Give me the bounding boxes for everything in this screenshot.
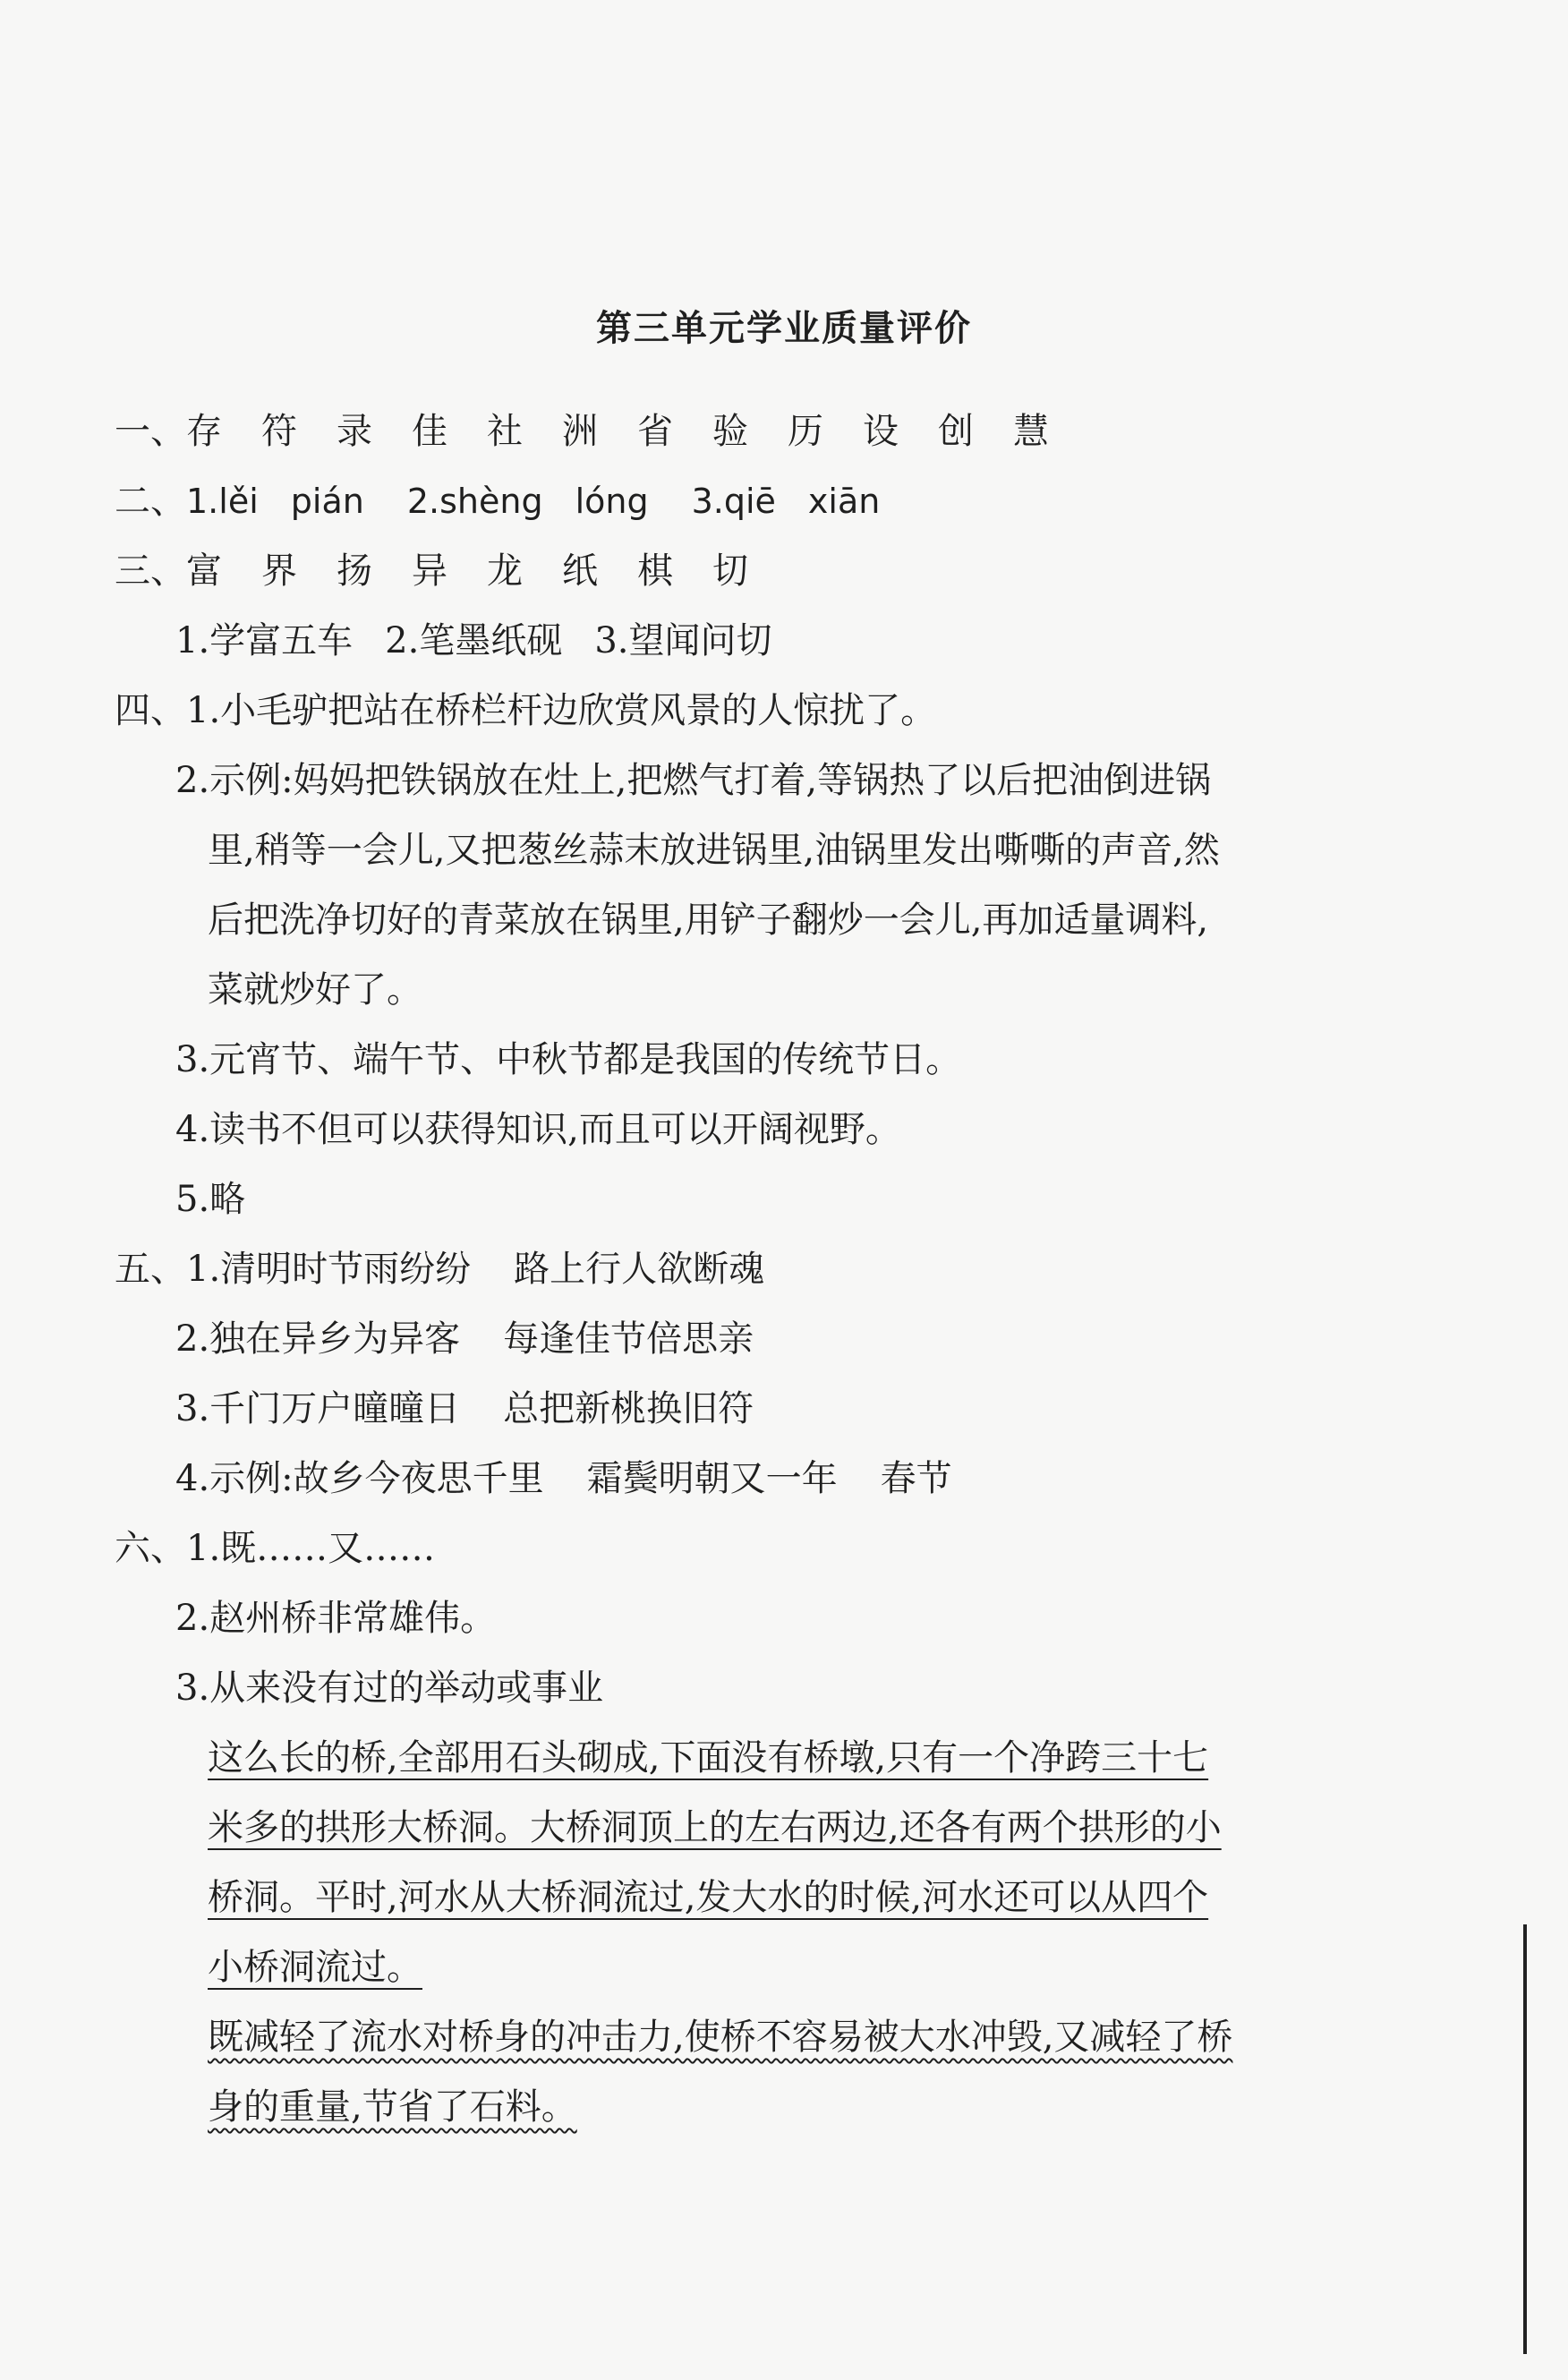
section-6-q1	[115, 1522, 435, 1575]
wavy-underlined-text: 身的重量,节省了石料。	[208, 2086, 577, 2128]
section-6-q3: 3.从来没有过的举动或事业	[175, 1668, 604, 1709]
poem-line: 2.独在异乡为异客	[175, 1318, 461, 1360]
section-3-idioms	[175, 614, 772, 668]
pinyin: pián	[290, 482, 364, 521]
underlined-text: 小桥洞流过。	[208, 1947, 422, 1988]
item-number: 2.	[385, 620, 420, 661]
wavy-passage-line	[208, 2010, 1232, 2064]
word: 验	[712, 411, 748, 452]
pinyin: xiān	[807, 482, 881, 521]
word: 符	[261, 411, 297, 452]
underlined-text: 米多的拱形大桥洞。大桥洞顶上的左右两边,还各有两个拱形的小	[208, 1807, 1222, 1848]
word: 省	[637, 411, 673, 452]
poem-line: 1.清明时节雨纷纷	[186, 1249, 472, 1290]
poem-line: 总把新桃换旧符	[503, 1388, 754, 1429]
word: 龙	[487, 550, 523, 592]
section-2-label: 二、	[115, 481, 186, 522]
wavy-underlined-text: 既减轻了流水对桥身的冲击力,使桥不容易被大水冲毁,又减轻了桥	[208, 2017, 1233, 2058]
word: 异	[412, 550, 447, 592]
section-3-label: 三、	[115, 550, 186, 592]
idiom: 学富五车	[209, 620, 354, 661]
word: 社	[487, 411, 523, 452]
word: 存	[186, 411, 222, 452]
section-5-q3	[175, 1382, 754, 1436]
answer-text: 1.既……又……	[186, 1528, 436, 1569]
word: 创	[938, 411, 974, 452]
festival: 春节	[880, 1458, 952, 1499]
pinyin: qiē	[723, 482, 776, 521]
section-3	[115, 544, 788, 598]
poem-line: 路上行人欲断魂	[514, 1249, 765, 1290]
poem-line: 4.示例:故乡今夜思千里	[175, 1458, 544, 1499]
section-4-q2-line: 里,稍等一会儿,又把葱丝蒜末放进锅里,油锅里发出嘶嘶的声音,然	[208, 830, 1220, 871]
section-5-q4	[175, 1452, 952, 1506]
answer-text: 1.小毛驴把站在桥栏杆边欣赏风景的人惊扰了。	[186, 690, 937, 731]
idiom: 笔墨纸砚	[419, 620, 563, 661]
section-4-label: 四、	[115, 690, 186, 731]
section-1	[115, 405, 1088, 458]
idiom: 望闻问切	[628, 620, 772, 661]
section-4-q2-line: 后把洗净切好的青菜放在锅里,用铲子翻炒一会儿,再加适量调料,	[208, 900, 1209, 941]
word: 纸	[562, 550, 598, 592]
binding-edge	[1523, 1924, 1527, 2354]
wavy-passage-line	[208, 2080, 577, 2134]
pinyin: lěi	[218, 482, 259, 521]
section-6-label: 六、	[115, 1528, 186, 1569]
page-title: 第三单元学业质量评价	[596, 308, 972, 349]
section-1-label: 一、	[115, 411, 186, 452]
poem-line: 每逢佳节倍思亲	[503, 1318, 754, 1360]
section-4-q5: 5.略	[175, 1179, 246, 1220]
poem-line: 霜鬓明朝又一年	[586, 1458, 838, 1499]
underlined-passage-line	[208, 1941, 422, 1994]
word: 录	[337, 411, 372, 452]
underlined-passage-line	[208, 1801, 1222, 1855]
section-4-q4: 4.读书不但可以获得知识,而且可以开阔视野。	[175, 1109, 901, 1150]
underlined-passage-line	[208, 1871, 1208, 1924]
word: 慧	[1013, 411, 1049, 452]
item-number: 3.	[691, 482, 724, 521]
word: 设	[863, 411, 899, 452]
word: 富	[186, 550, 222, 592]
word: 扬	[337, 550, 372, 592]
underlined-text: 这么长的桥,全部用石头砌成,下面没有桥墩,只有一个净跨三十七	[208, 1737, 1209, 1779]
item-number: 1.	[186, 482, 219, 521]
section-4-q2-line: 菜就炒好了。	[208, 969, 422, 1011]
section-5-label: 五、	[115, 1249, 186, 1290]
word: 切	[712, 550, 748, 592]
word: 界	[261, 550, 297, 592]
pinyin: lóng	[575, 482, 649, 521]
section-6-q2: 2.赵州桥非常雄伟。	[175, 1598, 497, 1639]
word: 历	[788, 411, 823, 452]
item-number: 2.	[406, 482, 440, 521]
section-4-q2-line: 2.示例:妈妈把铁锅放在灶上,把燃气打着,等锅热了以后把油倒进锅	[175, 760, 1212, 801]
section-5-q2	[175, 1312, 754, 1366]
underlined-text: 桥洞。平时,河水从大桥洞流过,发大水的时候,河水还可以从四个	[208, 1877, 1209, 1918]
underlined-passage-line	[208, 1731, 1208, 1785]
word: 棋	[637, 550, 673, 592]
item-number: 3.	[594, 620, 629, 661]
section-2	[115, 474, 880, 528]
pinyin: shèng	[439, 482, 543, 521]
section-5-q1	[115, 1242, 764, 1296]
item-number: 1.	[175, 620, 210, 661]
word: 洲	[562, 411, 598, 452]
section-4-q1	[115, 684, 936, 738]
word: 佳	[412, 411, 447, 452]
section-4-q3: 3.元宵节、端午节、中秋节都是我国的传统节日。	[175, 1039, 962, 1080]
poem-line: 3.千门万户曈曈日	[175, 1388, 461, 1429]
